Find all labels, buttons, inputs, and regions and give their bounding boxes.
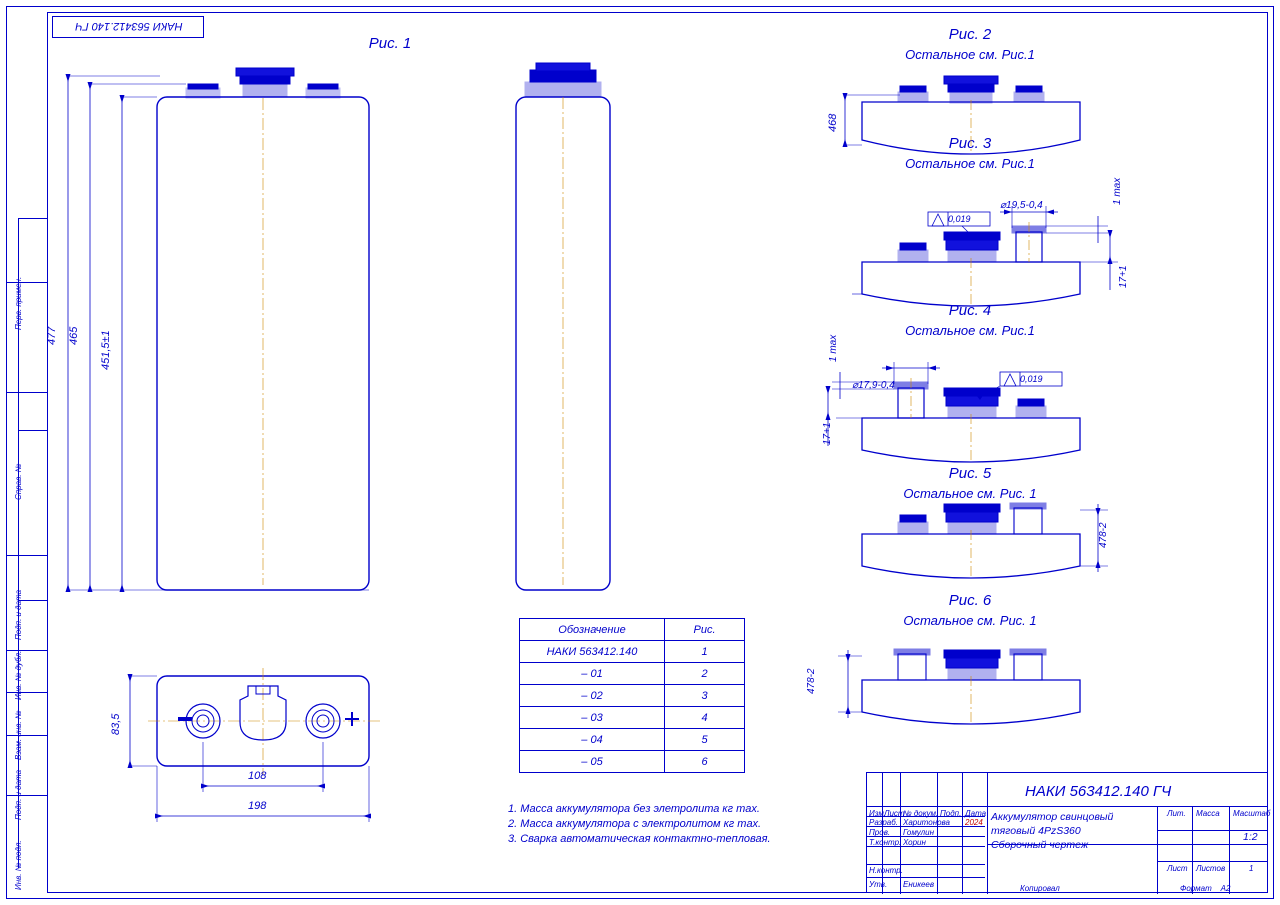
dim-451: 451,5±1 — [100, 330, 112, 370]
col-header-docnum: № докум. — [903, 809, 939, 818]
dim-fig3-max: 1 max — [1112, 177, 1123, 205]
table-row — [520, 751, 745, 773]
dim-fig4-max: 1 max — [828, 334, 839, 362]
col-header-izm: Изм. — [869, 809, 887, 818]
role-0-name: Харитонова — [903, 818, 951, 827]
strip-label-6: Инв. № подл. — [14, 840, 23, 890]
dim-468: 468 — [827, 113, 839, 132]
cell-figure: 6 — [665, 751, 745, 773]
strip-label-3: Инв. № дубл. — [14, 650, 23, 700]
fig2-subtitle: Остальное см. Рис.1 — [905, 47, 1035, 62]
cell-designation: – 03 — [520, 707, 665, 729]
sheets-value: 1 — [1249, 864, 1254, 873]
fig4-subtitle: Остальное см. Рис.1 — [905, 323, 1035, 338]
lit-header: Лит. — [1167, 809, 1186, 818]
fig1-title: Рис. 1 — [368, 35, 412, 52]
dim-477: 477 — [46, 326, 58, 345]
kopiroval-label: Копировал — [1020, 884, 1060, 893]
cell-designation: – 02 — [520, 685, 665, 707]
role-4-name: Еникеев — [903, 880, 935, 889]
dim-fig3-diam: ⌀19,5-0,4 — [1000, 200, 1043, 211]
table-row — [520, 641, 745, 663]
table-row — [520, 729, 745, 751]
role-0-date: 2024 — [965, 818, 983, 827]
cell-figure: 4 — [665, 707, 745, 729]
fig5-title: Рис. 5 — [948, 465, 992, 482]
strip-label-4: Взам. инв. № — [14, 710, 23, 760]
note-1: 1. Масса аккумулятора без элетролита кг max. — [508, 803, 760, 815]
technical-requirements — [508, 802, 771, 847]
dim-fig3-flatness: 0,019 — [948, 214, 971, 224]
cell-figure: 2 — [665, 663, 745, 685]
sheets-header: Листов — [1196, 864, 1226, 873]
strip-label-5: Подп. и дата — [14, 769, 23, 820]
dim-fig6-478: 478-2 — [806, 668, 817, 694]
col-header-data: Дата — [965, 809, 987, 818]
note-3: 3. Сварка автоматическая контактно-тепловая. — [508, 833, 771, 845]
mass-header: Масса — [1196, 809, 1220, 818]
designation-table — [519, 618, 745, 773]
table-header-designation: Обозначение — [520, 619, 665, 641]
role-2: Т.контр. — [869, 838, 902, 847]
col-header-podp: Подп. — [940, 809, 962, 818]
table-row — [520, 707, 745, 729]
fig2-title: Рис. 2 — [948, 26, 992, 43]
role-1-name: Гомулин — [903, 828, 935, 837]
cell-figure: 1 — [665, 641, 745, 663]
strip-label-1: Справ. № — [14, 463, 23, 500]
cell-designation: НАКИ 563412.140 — [520, 641, 665, 663]
role-3: Н.контр. — [869, 866, 903, 875]
title-block — [866, 772, 1271, 893]
drawing-code-tag-text: НАКИ 563412.140 ГЧ — [75, 20, 183, 32]
table-header-row — [520, 619, 745, 641]
dim-465: 465 — [68, 326, 80, 345]
role-4: Утв. — [869, 880, 888, 889]
role-1: Пров. — [869, 828, 891, 837]
cell-designation: – 04 — [520, 729, 665, 751]
dim-fig4-h17: 17+1 — [822, 422, 833, 445]
product-line-3: Сборочный чертеж — [991, 839, 1089, 851]
fig6-subtitle: Остальное см. Рис. 1 — [903, 613, 1037, 628]
dim-fig4-diam: ⌀17,9-0,4 — [852, 380, 895, 391]
format-value: А2 — [1220, 884, 1231, 893]
strip-label-2: Подп. и дата — [14, 589, 23, 640]
format-label-text: Формат — [1180, 884, 1212, 893]
cell-designation: – 01 — [520, 663, 665, 685]
table-row — [520, 685, 745, 707]
cell-designation: – 05 — [520, 751, 665, 773]
dim-fig5-478: 478-2 — [1098, 522, 1109, 548]
dim-108: 108 — [248, 770, 267, 782]
dim-fig4-flatness: 0,019 — [1020, 374, 1043, 384]
dim-fig3-h17: 17+1 — [1118, 265, 1129, 288]
role-0: Разраб. — [869, 818, 898, 827]
dim-835: 83,5 — [110, 713, 122, 735]
fig4-title: Рис. 4 — [948, 302, 992, 319]
cell-figure: 3 — [665, 685, 745, 707]
note-2: 2. Масса аккумулятора с электролитом кг max. — [508, 818, 762, 830]
cell-figure: 5 — [665, 729, 745, 751]
scale-header: Масштаб — [1233, 809, 1271, 818]
fig6-title: Рис. 6 — [948, 592, 992, 609]
fig3-subtitle: Остальное см. Рис.1 — [905, 156, 1035, 171]
dim-198: 198 — [248, 800, 267, 812]
sheet-header: Лист — [1167, 864, 1188, 873]
fig5-subtitle: Остальное см. Рис. 1 — [903, 486, 1037, 501]
col-header-list: Лист — [884, 809, 905, 818]
format-label — [1180, 884, 1230, 893]
table-header-figure: Рис. — [665, 619, 745, 641]
title-block-code: НАКИ 563412.140 ГЧ — [1025, 783, 1172, 800]
table-row — [520, 663, 745, 685]
scale-value: 1:2 — [1243, 831, 1258, 843]
fig3-title: Рис. 3 — [948, 135, 992, 152]
product-line-2: тяговый 4PzS360 — [991, 825, 1081, 837]
strip-label-0: Перв. примен. — [14, 276, 23, 330]
role-2-name: Хорин — [903, 838, 926, 847]
product-line-1: Аккумулятор свинцовый — [991, 811, 1114, 823]
